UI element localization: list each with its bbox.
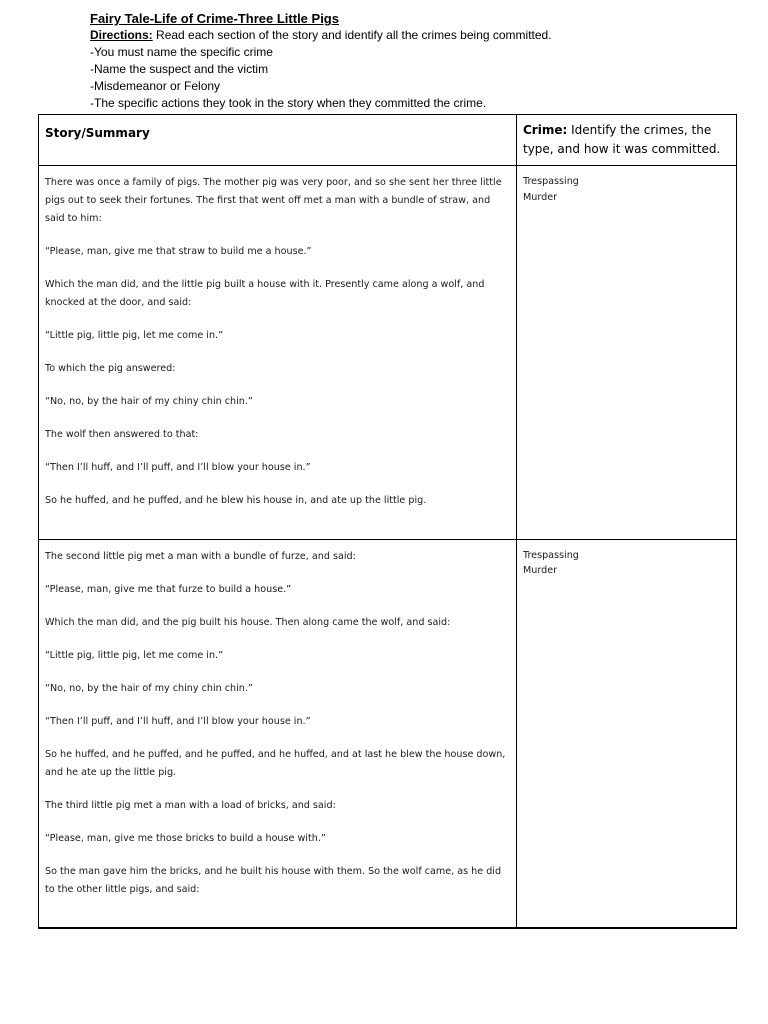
story-crime-table <box>38 114 737 929</box>
table-row <box>39 539 737 928</box>
worksheet-header <box>90 11 750 112</box>
table-row <box>39 166 737 539</box>
table-header-row <box>39 115 737 166</box>
story-paragraph: The wolf then answered to that: <box>45 429 199 441</box>
story-paragraph: “Please, man, give me that furze to build a house.” <box>45 583 292 595</box>
crime-item: Murder <box>523 191 558 203</box>
directions-line <box>90 27 750 44</box>
story-paragraph: To which the pig answered: <box>45 363 176 375</box>
story-paragraph: “No, no, by the hair of my chiny chin chin.” <box>45 396 253 408</box>
story-paragraph: So he huffed, and he puffed, and he blew his house in, and ate up the little pig. <box>45 495 427 507</box>
crime-header-bold: Crime: <box>523 123 568 137</box>
instruction-item: -Name the suspect and the victim <box>90 62 269 76</box>
story-paragraph: “Please, man, give me those bricks to build a house with.” <box>45 832 326 844</box>
story-cell-2 <box>39 539 517 928</box>
instruction-item: -You must name the specific crime <box>90 45 273 59</box>
story-paragraph: There was once a family of pigs. The mother pig was very poor, and so she sent her three little pigs out to seek their fortunes. The first that went off met a man with a bundle of straw, and said to him: <box>45 177 502 225</box>
crime-header-text: Identify the crimes, the type, and how it was committed. <box>523 123 721 156</box>
story-paragraph: Which the man did, and the little pig built a house with it. Presently came along a wolf, and knocked at the door, and said: <box>45 279 485 309</box>
crime-cell-2 <box>517 539 737 928</box>
crime-item: Trespassing <box>523 549 579 561</box>
story-paragraph: “No, no, by the hair of my chiny chin chin.” <box>45 682 253 694</box>
crime-item: Trespassing <box>523 176 579 188</box>
story-paragraph: So he huffed, and he puffed, and he puffed, and he huffed, and at last he blew the house down, and he ate up the little pig. <box>45 748 506 778</box>
crime-cell-1 <box>517 166 737 539</box>
instruction-item: -The specific actions they took in the story when they committed the crime. <box>90 96 487 110</box>
crime-item: Murder <box>523 565 558 577</box>
story-cell-1 <box>39 166 517 539</box>
crime-header-label <box>523 121 730 159</box>
story-paragraph: “Little pig, little pig, let me come in.” <box>45 330 224 342</box>
story-paragraph: Which the man did, and the pig built his house. Then along came the wolf, and said: <box>45 616 451 628</box>
story-paragraph: So the man gave him the bricks, and he built his house with them. So the wolf came, as he did to the other little pigs, and said: <box>45 865 502 895</box>
story-summary-header-label: Story/Summary <box>45 126 150 140</box>
story-paragraph: The second little pig met a man with a bundle of furze, and said: <box>45 550 356 562</box>
directions-text: Read each section of the story and identify all the crimes being committed. <box>152 28 552 42</box>
story-paragraph: “Then I’ll puff, and I’ll huff, and I’ll blow your house in.” <box>45 715 311 727</box>
worksheet-title: Fairy Tale-Life of Crime-Three Little Pigs <box>90 11 339 26</box>
directions-label: Directions: <box>90 28 153 42</box>
story-paragraph: “Please, man, give me that straw to build me a house.” <box>45 246 312 258</box>
story-paragraph: The third little pig met a man with a load of bricks, and said: <box>45 799 336 811</box>
story-summary-header <box>39 115 517 166</box>
crime-header <box>517 115 737 166</box>
instruction-item: -Misdemeanor or Felony <box>90 79 221 93</box>
story-paragraph: “Little pig, little pig, let me come in.” <box>45 649 224 661</box>
story-paragraph: “Then I’ll huff, and I’ll puff, and I’ll blow your house in.” <box>45 462 311 474</box>
